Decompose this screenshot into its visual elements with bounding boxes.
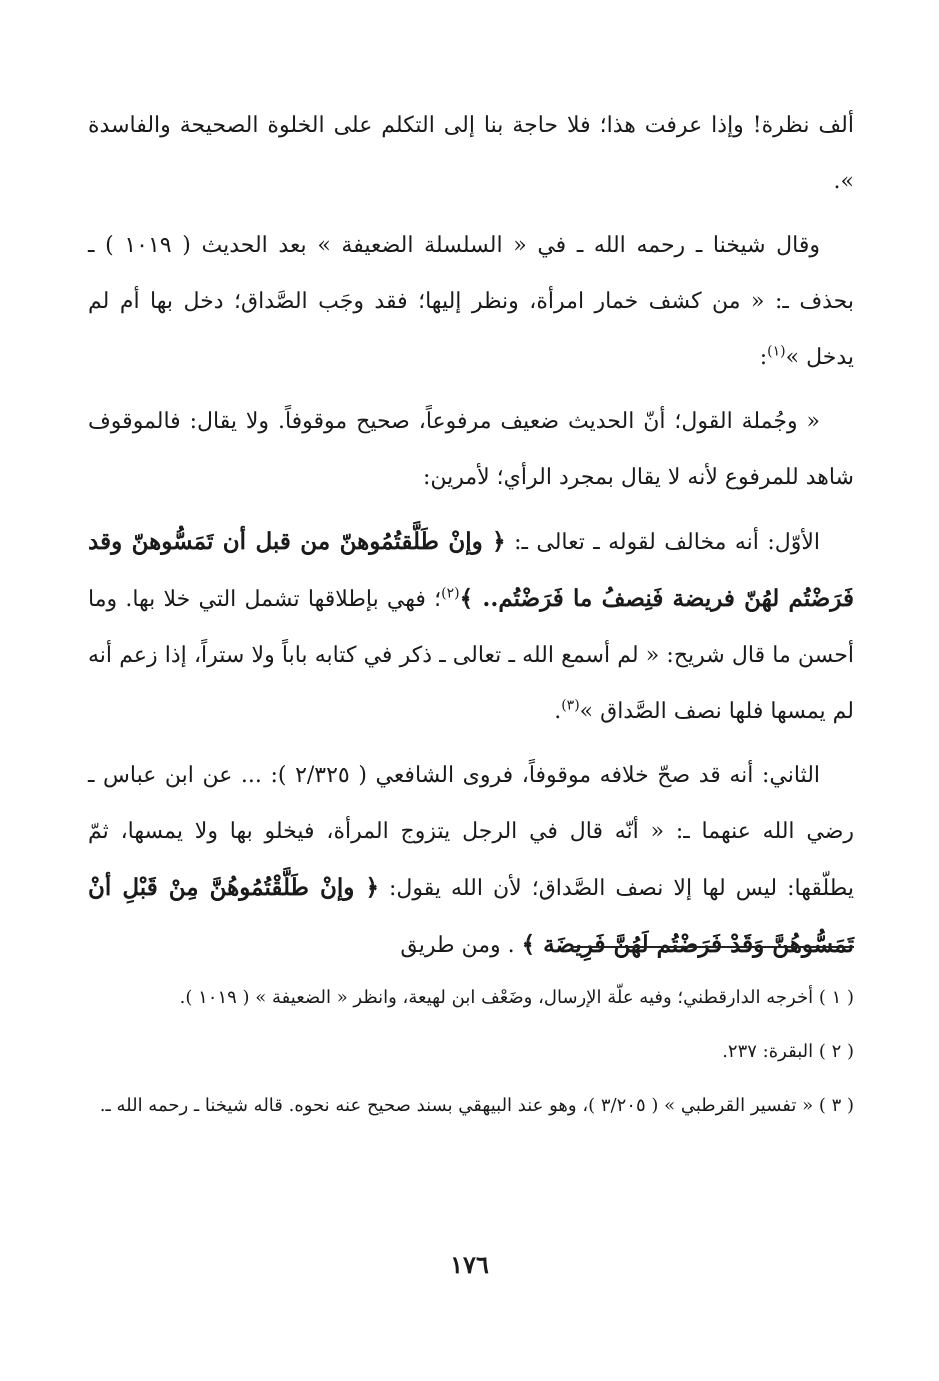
footnote-marker-1: (١) xyxy=(767,343,786,360)
footnote-3: ( ٣ ) « تفسير القرطبي » ( ٣/٢٠٥ )، وهو عند البيهقي بسند صحيح عنه نحوه. قاله شيخنا ـ رحمه الله ـ. xyxy=(99,1095,854,1116)
paragraph-2-text: وقال شيخنا ـ رحمه الله ـ في « السلسلة الضعيفة » بعد الحديث ( ١٠١٩ ) ـ بحذف ـ: « من كشف خمار امرأة، ونظر إليها؛ فقد وجَب الصَّداق؛ دخل بها أم لم يدخل » xyxy=(88,233,854,370)
paragraph-4 xyxy=(88,514,854,740)
paragraph-1 xyxy=(88,98,854,210)
paragraph-5-end: . ومن طريق xyxy=(400,933,515,958)
quran-verse-1: ﴿ وإنْ طَلَّقتُمُوهنّ من قبل أن تَمَسُّوهنّ وقد فَرَضْتُم لهُنّ فريضة فَنِصفُ ما فَرَضْتُم.. ﴾ xyxy=(88,528,854,612)
paragraph-2-end: : xyxy=(759,345,768,370)
paragraph-5 xyxy=(88,748,854,974)
paragraph-4-text: الأوّل: أنه مخالف لقوله ـ تعالى ـ: xyxy=(514,530,820,555)
page-number: ١٧٦ xyxy=(450,1250,489,1279)
footnote-2: ( ٢ ) البقرة: ٢٣٧. xyxy=(722,1041,854,1062)
paragraph-3 xyxy=(88,394,854,506)
footnote-marker-3: (٣) xyxy=(561,697,580,714)
paragraph-4-end: . xyxy=(554,699,562,724)
paragraph-5-text: الثاني: أنه قد صحّ خلافه موقوفاً، فروى الشافعي ( ٢/٣٢٥ ): ... عن ابن عباس ـ رضي الله عنهما ـ: « أنّه قال في الرجل يتزوج المرأة، فيخلو بها ولا يمسها، ثمّ يطلّقها: ليس لها إلا نصف الصَّداق؛ لأن الله يقول: xyxy=(88,763,854,901)
paragraph-1-text: ألف نظرة! وإذا عرفت هذا؛ فلا حاجة بنا إلى التكلم على الخلوة الصحيحة والفاسدة ». xyxy=(88,113,854,194)
footnote-separator xyxy=(572,946,854,948)
paragraph-3-text: « وجُملة القول؛ أنّ الحديث ضعيف مرفوعاً، صحيح موقوفاً. ولا يقال: فالموقوف شاهد للمرفوع لأنه لا يقال بمجرد الرأي؛ لأمرين: xyxy=(88,409,854,490)
paragraph-4-middle: ؛ فهي بإطلاقها تشمل التي خلا بها. وما أحسن ما قال شريح: « لم أسمع الله ـ تعالى ـ ذكر في كتابه باباً ولا ستراً، إذا زعم أنه لم يمسها فلها نصف الصَّداق » xyxy=(88,587,854,724)
footnote-marker-2: (٢) xyxy=(441,585,460,602)
paragraph-2 xyxy=(88,218,854,386)
main-text xyxy=(88,98,854,982)
quran-verse-2: ﴿ وإنْ طَلَّقْتُمُوهُنَّ مِنْ قَبْلِ أنْ تَمَسُّوهُنَّ وَقَدْ فَرَضْتُم لَهُنَّ فَرِيضَة ﴾ xyxy=(88,874,854,958)
footnote-1: ( ١ ) أخرجه الدارقطني؛ وفيه علّة الإرسال، وضَعْف ابن لهيعة، وانظر « الضعيفة » ( ١٠١٩ ). xyxy=(179,987,854,1008)
footnotes xyxy=(88,976,854,1138)
